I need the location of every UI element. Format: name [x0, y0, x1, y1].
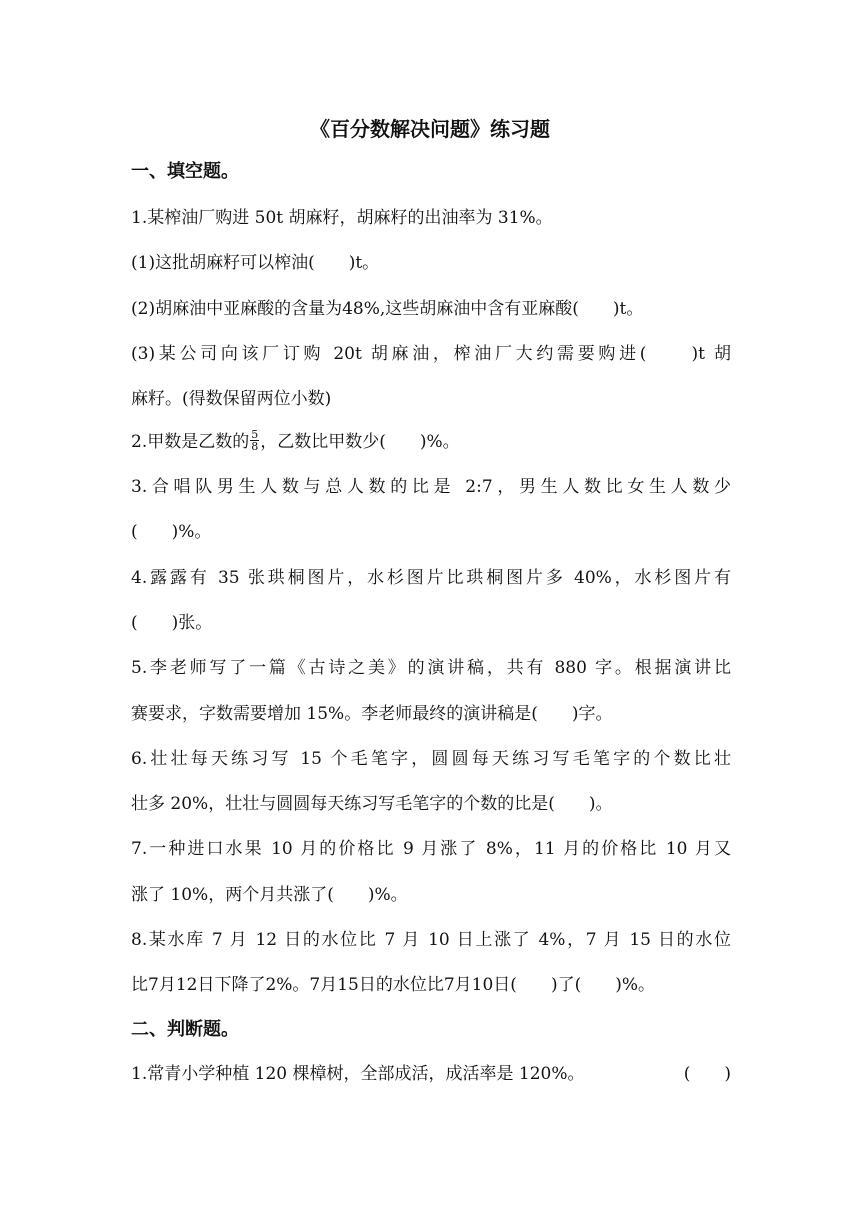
question-1-part-3-line-2: 麻籽。(得数保留两位小数): [131, 389, 332, 409]
question-1-stem: 1.某榨油厂购进 50t 胡麻籽，胡麻籽的出油率为 31%。: [131, 208, 553, 228]
question-8-line-2: 比7月12日下降了2%。7月15日的水位比7月10日( )了( )%。: [131, 975, 655, 995]
question-6-line-1: 6.壮壮每天练习写 15 个毛笔字，圆圆每天练习写毛笔字的个数比壮: [131, 749, 731, 769]
question-2-text-after: ，乙数比甲数少( )%。: [260, 432, 460, 452]
question-5-line-1: 5.李老师写了一篇《古诗之美》的演讲稿，共有 880 字。根据演讲比: [131, 658, 731, 678]
question-7-line-2: 涨了 10%，两个月共涨了( )%。: [131, 885, 408, 905]
section-heading-fill-blank: 一、填空题。: [131, 161, 239, 182]
question-8-line-1: 8.某水库 7 月 12 日的水位比 7 月 10 日上涨了 4%，7 月 15 日的水位: [131, 930, 731, 950]
question-5-line-2: 赛要求，字数需要增加 15%。李老师最终的演讲稿是( )字。: [131, 704, 613, 724]
section-heading-true-false: 二、判断题。: [131, 1019, 239, 1040]
fraction-denominator: 8: [251, 440, 259, 453]
judgement-question-1-text: 1.常青小学种植 120 棵樟树，全部成活，成活率是 120%。: [131, 1064, 585, 1084]
question-1-part-3-line-1: (3)某公司向该厂订购 20t 胡麻油，榨油厂大约需要购进( )t 胡: [131, 344, 731, 364]
question-7-line-1: 7.一种进口水果 10 月的价格比 9 月涨了 8%，11 月的价格比 10 月又: [131, 839, 731, 859]
question-6-line-2: 壮多 20%，壮壮与圆圆每天练习写毛笔字的个数的比是( )。: [131, 794, 613, 814]
fraction-numerator: 5: [251, 428, 259, 441]
judgement-question-1: [131, 1059, 731, 1089]
question-4-line-1: 4.露露有 35 张珙桐图片，水杉图片比珙桐图片多 40%，水杉图片有: [131, 568, 731, 588]
question-2: [131, 427, 731, 457]
question-2-text-before: 2.甲数是乙数的: [131, 432, 250, 452]
question-4-line-2: ( )张。: [131, 613, 213, 633]
question-3-line-2: ( )%。: [131, 522, 212, 542]
question-1-part-2: (2)胡麻油中亚麻酸的含量为48%,这些胡麻油中含有亚麻酸( )t。: [131, 299, 644, 319]
question-3-line-1: 3.合唱队男生人数与总人数的比是 2:7，男生人数比女生人数少: [131, 477, 731, 497]
page-title: 《百分数解决问题》练习题: [310, 117, 550, 141]
question-1-part-1: (1)这批胡麻籽可以榨油( )t。: [131, 253, 380, 273]
fraction-five-eighths: [250, 429, 259, 452]
answer-bracket: ( ): [683, 1064, 731, 1084]
